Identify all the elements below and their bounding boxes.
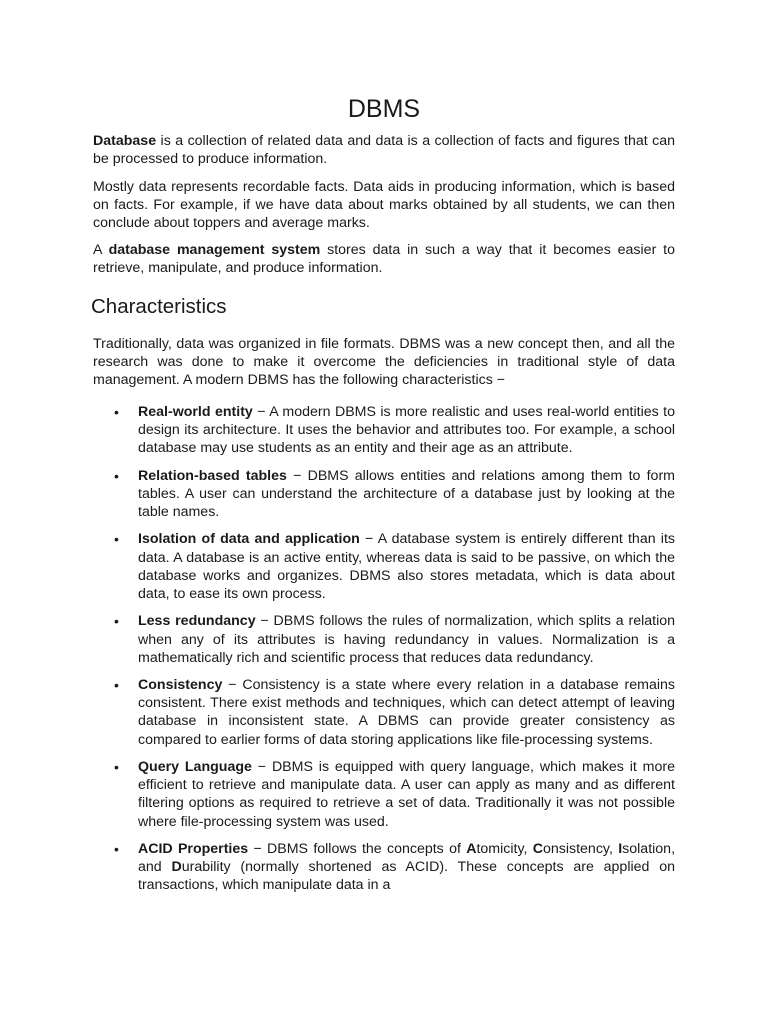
intro-term-database: Database: [93, 133, 157, 149]
list-item-term: Real-world entity: [138, 404, 253, 420]
list-item-separator: −: [286, 467, 308, 484]
list-item-term: ACID Properties: [138, 840, 249, 857]
page-title: DBMS: [347, 95, 421, 123]
intro-paragraph-3: [93, 241, 675, 277]
bullet-icon: •: [114, 613, 119, 630]
list-item-acid: [93, 840, 675, 895]
bullet-icon: •: [114, 404, 119, 420]
list-item-text: A modern DBMS is more realistic and uses real-world entities to design its architecture. It uses the behavior and attributes too. For example, a school database may use students as an entity and their age as an attribute.: [138, 404, 675, 457]
intro-paragraph-2: Mostly data represents recordable facts. Data aids in producing information, which is based on facts. For example, if we have data about marks obtained by all students, we can then conclude about toppers and average marks.: [93, 179, 675, 232]
section-intro-paragraph: Traditionally, data was organized in file formats. DBMS was a new concept then, and all the research was done to make it overcome the deficiencies in traditional style of data management. A modern DBMS has the following characteristics −: [93, 336, 675, 389]
acid-initial-c: C: [532, 840, 543, 857]
bullet-icon: •: [114, 467, 119, 484]
list-item-separator: −: [248, 840, 268, 857]
acid-initial-d: D: [171, 859, 182, 876]
list-item-separator: −: [251, 758, 272, 775]
list-item-separator: −: [222, 677, 243, 694]
list-item: [93, 758, 675, 831]
list-item-text: DBMS follows the rules of normalization, which splits a relation when any of its attributes is having redundancy in values. Normalization is a mathematically rich and scientific process that reduces data redundancy.: [138, 613, 676, 666]
list-item-text: A database system is entirely different than its data. A database is an active entity, whereas data is said to be passive, on which the database works and organizes. DBMS also stores metadata, which is data about data, to ease its own process.: [138, 531, 675, 603]
list-item-term: Less redundancy: [138, 613, 256, 630]
acid-rest-c: onsistency: [542, 840, 609, 857]
acid-text-before: DBMS follows the concepts of: [267, 840, 467, 857]
intro-text-3: stores data in such a way that it becomes easier to retrieve, manipulate, and produce information.: [93, 242, 675, 277]
acid-rest-a: tomicity: [476, 840, 524, 857]
intro-term-dbms: database management system: [108, 242, 321, 258]
intro-prefix-3: A: [93, 242, 109, 258]
list-item: [93, 403, 675, 458]
list-item-separator: −: [252, 404, 270, 420]
bullet-icon: •: [114, 531, 119, 548]
bullet-icon: •: [114, 840, 119, 857]
section-heading: Characteristics: [91, 295, 227, 318]
characteristics-list: [93, 403, 675, 904]
acid-joiner: ,: [523, 840, 533, 857]
bullet-icon: •: [114, 758, 119, 775]
list-item: [93, 467, 675, 522]
list-item-term: Consistency: [138, 677, 223, 694]
intro-paragraph-1: [93, 132, 675, 168]
list-item: [93, 676, 675, 749]
list-item-separator: −: [359, 531, 378, 548]
acid-initial-i: I: [618, 840, 623, 857]
list-item-separator: −: [255, 613, 274, 630]
acid-rest-i: solation: [622, 840, 672, 857]
acid-joiner: , and: [138, 840, 676, 876]
acid-joiner: ,: [608, 840, 619, 857]
bullet-icon: •: [114, 677, 119, 694]
list-item-text: Consistency is a state where every relation in a database remains consistent. There exist methods and techniques, which can detect attempt of leaving database in inconsistent state. A DBMS can provide greater consistency as compared to earlier forms of data storing applications like file-processing systems.: [138, 677, 675, 748]
acid-rest-d: urability: [181, 859, 231, 876]
list-item: [93, 612, 675, 667]
intro-text-1: is a collection of related data and data is a collection of facts and figures that can be processed to produce information.: [93, 133, 675, 168]
acid-text-after: (normally shortened as ACID). These concepts are applied on transactions, which manipulate data in a: [138, 859, 675, 894]
list-item-text: DBMS allows entities and relations among them to form tables. A user can understand the architecture of a database just by looking at the table names.: [138, 467, 675, 521]
acid-initial-a: A: [466, 840, 477, 857]
list-item-term: Isolation of data and application: [138, 531, 360, 548]
list-item: [93, 530, 675, 603]
list-item-term: Query Language: [138, 758, 252, 775]
list-item-text: DBMS is equipped with query language, which makes it more efficient to retrieve and manipulate data. A user can apply as many and as different filtering options as required to retrieve a set of data. Traditionally it was not possible where file-processing system was used.: [138, 758, 675, 830]
list-item-term: Relation-based tables: [138, 467, 287, 484]
